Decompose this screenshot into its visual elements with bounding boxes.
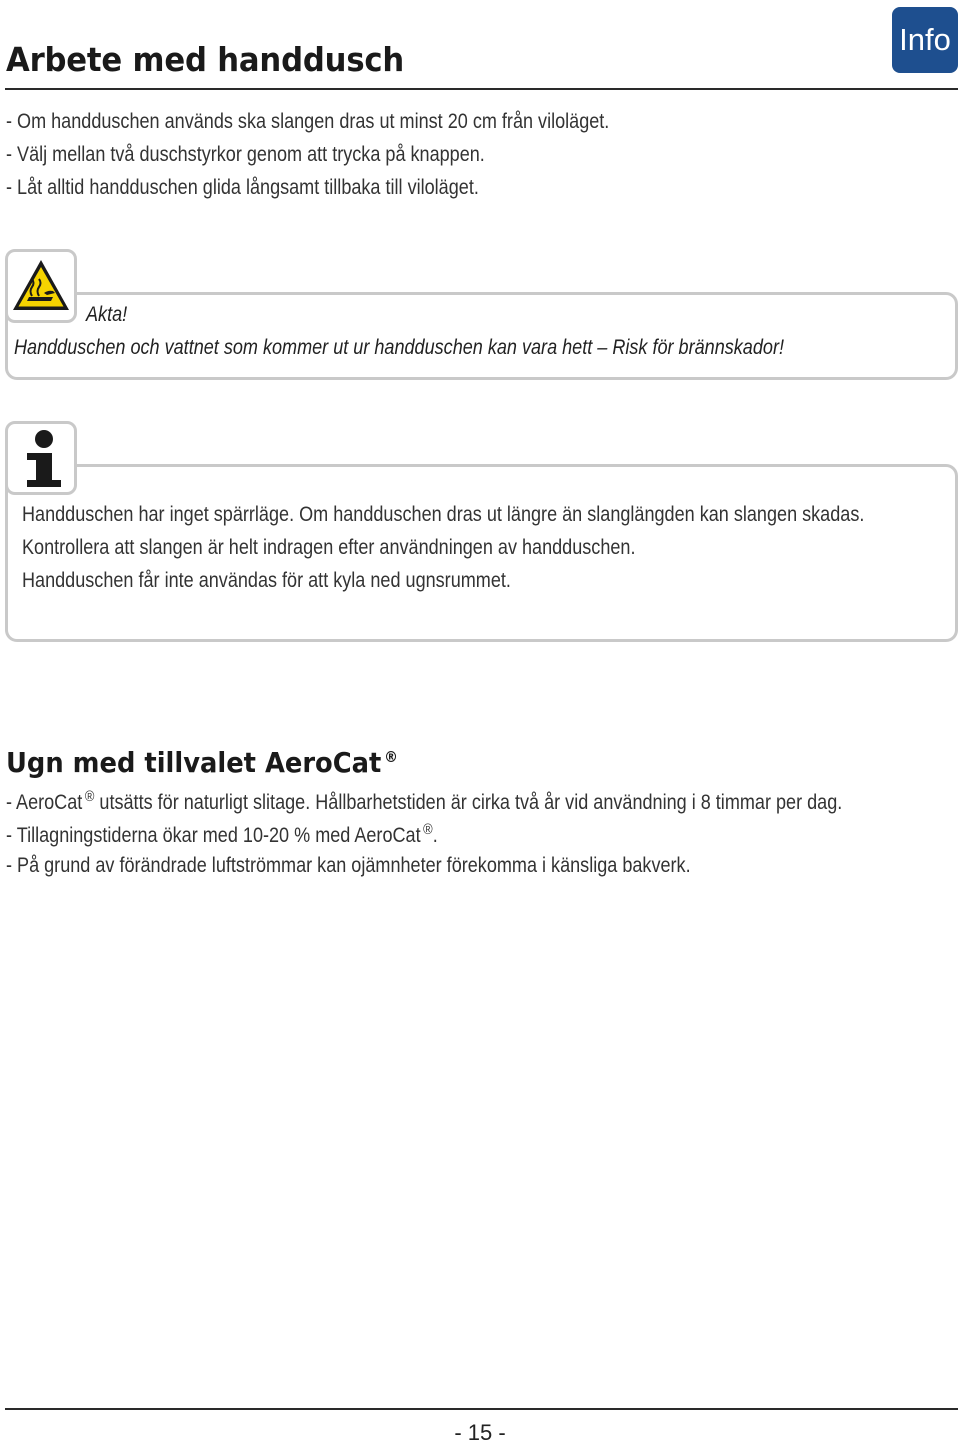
intro-line: - Låt alltid handduschen glida långsamt tillbaka till viloläget.	[6, 176, 479, 199]
note-line: Handduschen får inte användas för att kyla ned ugnsrummet.	[22, 569, 511, 592]
hot-surface-warning-icon	[8, 252, 74, 320]
warning-heading: Akta!	[86, 303, 128, 326]
info-badge: Info	[892, 7, 958, 73]
footer-divider	[5, 1408, 958, 1410]
intro-line: - Om handduschen används ska slangen dras ut minst 20 cm från viloläget.	[6, 110, 610, 133]
note-line: Kontrollera att slangen är helt indragen efter användningen av handduschen.	[22, 536, 636, 559]
note-line: Handduschen har inget spärrläge. Om handduschen dras ut längre än slanglängden kan slangen skadas.	[22, 503, 865, 526]
warning-text: Handduschen och vattnet som kommer ut ur handduschen kan vara hett – Risk för brännskador!	[14, 336, 784, 359]
aerocat-line: - Tillagningstiderna ökar med 10-20 % med AeroCat ®.	[6, 821, 438, 847]
aerocat-line: - AeroCat ® utsätts för naturligt slitage. Hållbarhetstiden är cirka två år vid användning i 8 timmar per dag.	[6, 788, 843, 814]
intro-line: - Välj mellan två duschstyrkor genom att trycka på knappen.	[6, 143, 485, 166]
info-i-icon	[8, 424, 74, 492]
section-title: Ugn med tillvalet AeroCat ®	[6, 746, 398, 779]
header-divider	[5, 88, 958, 90]
note-icon-frame	[5, 421, 77, 495]
aerocat-line: - På grund av förändrade luftströmmar kan ojämnheter förekomma i känsliga bakverk.	[6, 854, 691, 877]
page-number: - 15 -	[454, 1420, 506, 1445]
page-title: Arbete med handdusch	[6, 40, 405, 79]
warning-icon-frame	[5, 249, 77, 323]
